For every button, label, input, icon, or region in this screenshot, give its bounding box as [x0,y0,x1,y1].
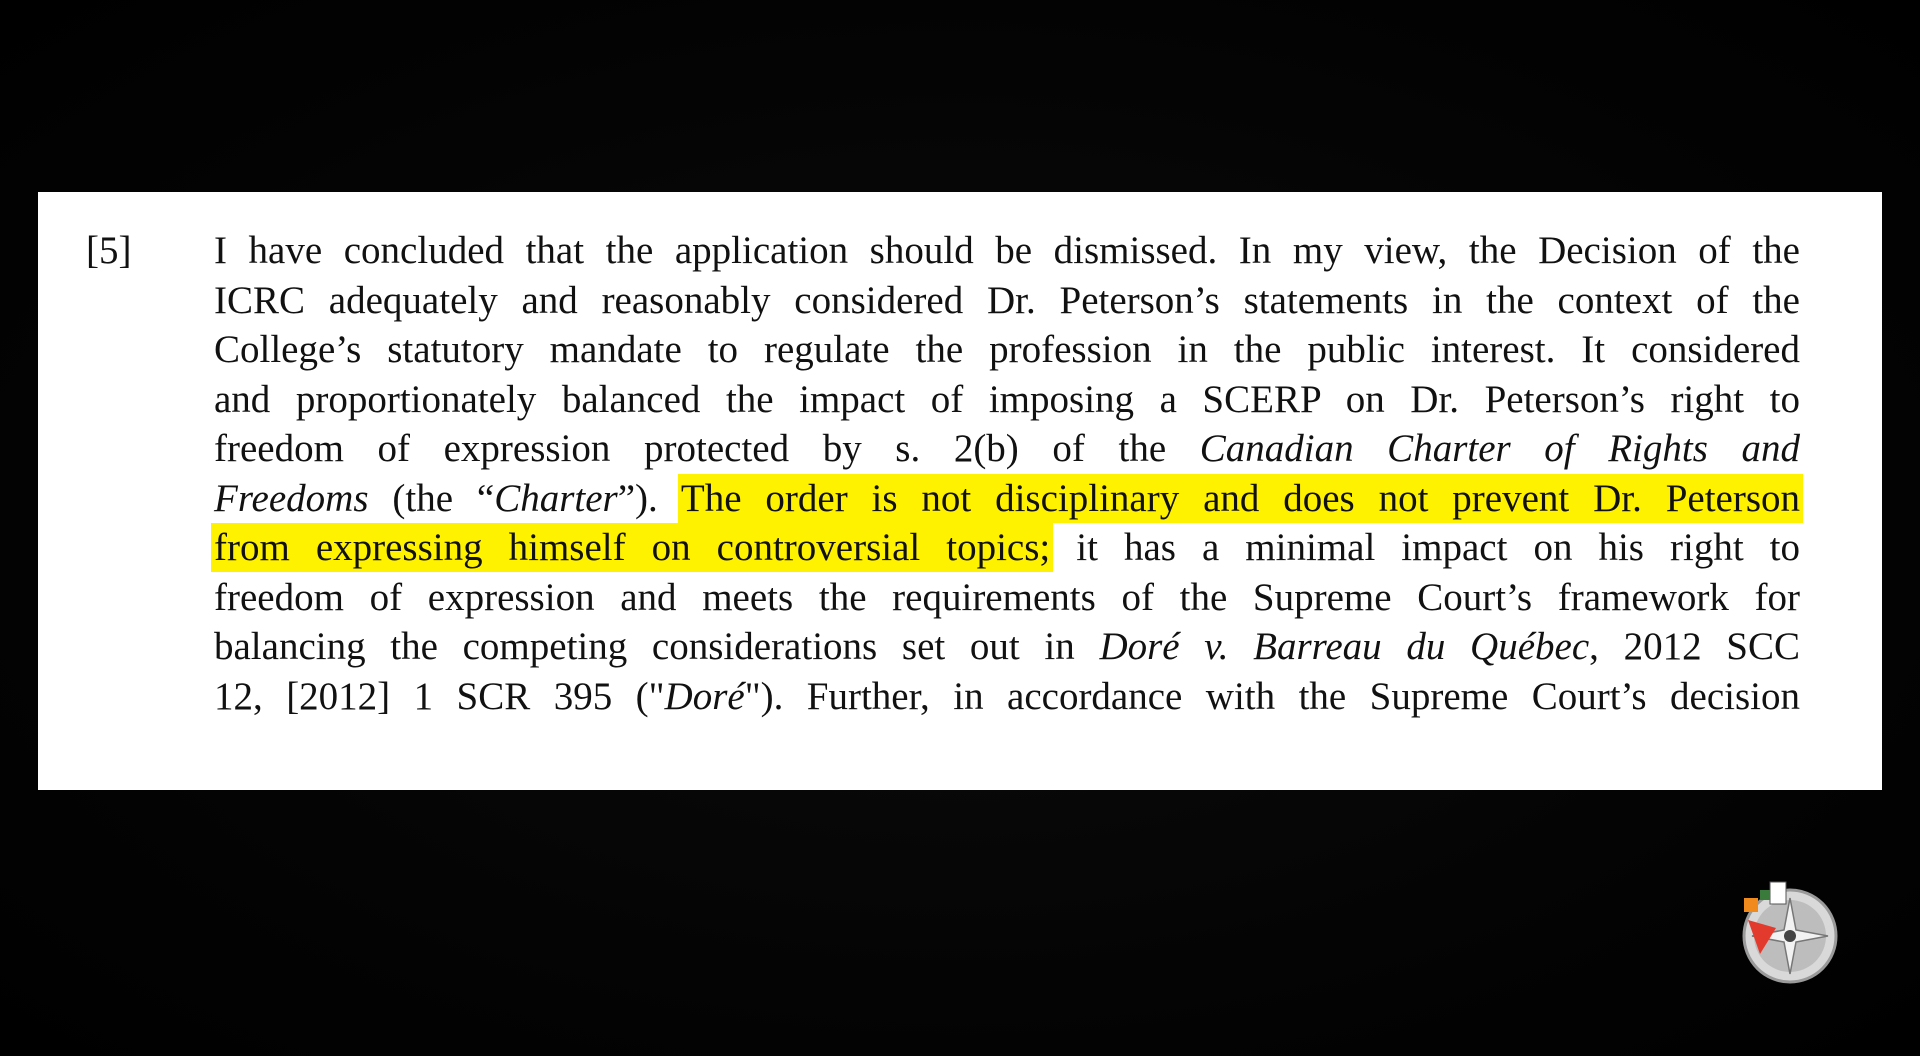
italic-citation: Doré v. Barreau du Québec [1099,625,1590,668]
text-run: 12, [2012] 1 SCR 395 (" [214,674,665,718]
text-run: freedom of expression protected by s. 2(b) of the [214,427,1200,470]
italic-citation: Freedoms [214,476,369,520]
text-run: and proportionately balanced the impact of imposing a SCERP on Dr. Peterson’s right to [214,377,1800,421]
paragraph-number: [5] [86,229,132,272]
text-run: (the “ [368,476,495,520]
text-run: it has a minimal impact on his right to [1050,526,1801,569]
text-run: College’s statutory mandate to regulate the profession in the public interest. It considered [214,328,1800,371]
text-line [214,276,1800,326]
text-line [214,226,1800,276]
text-run: , 2012 SCC [1589,625,1800,668]
text-line [214,523,1800,573]
text-run: I have concluded that the application should be dismissed. In my view, the Decision of the [214,229,1800,272]
paragraph-body [214,226,1800,721]
italic-citation: Canadian Charter of Rights and [1199,427,1800,470]
text-run: "). Further, in accordance with the Supreme Court’s decision [744,674,1800,718]
text-line [214,474,1800,524]
highlighted-text: The order is not disciplinary and does not prevent Dr. Peterson [680,476,1801,520]
text-run: ”). [617,476,681,520]
text-run: freedom of expression and meets the requirements of the Supreme Court’s framework for [214,575,1800,619]
channel-logo-icon [1730,876,1842,988]
highlighted-text: from expressing himself on controversial topics; [214,526,1051,569]
document-excerpt [38,192,1882,790]
italic-citation: Doré [664,674,745,718]
text-line [214,325,1800,375]
text-line [214,573,1800,623]
text-line [214,424,1800,474]
text-run: ICRC adequately and reasonably considered Dr. Peterson’s statements in the context of the [214,278,1800,322]
text-line [214,375,1800,425]
text-line [214,672,1800,722]
text-run: balancing the competing considerations set out in [214,625,1100,668]
text-line [214,622,1800,672]
italic-citation: Charter [494,476,618,520]
